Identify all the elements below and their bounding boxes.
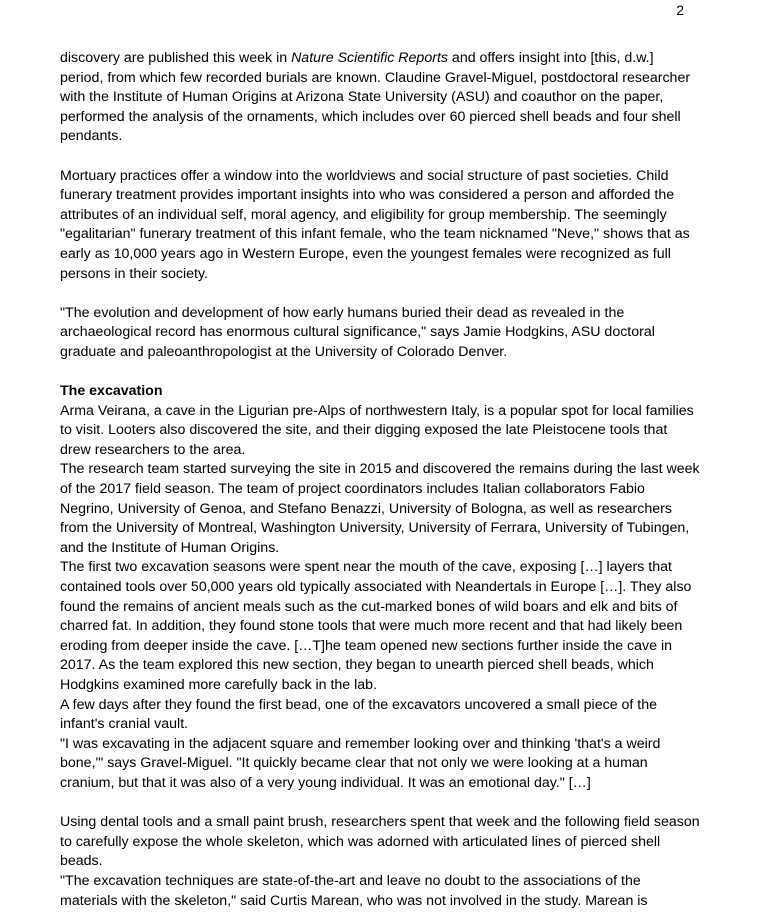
intro-text-after: and offers insight into [this, d.w.] period, from which few recorded burials are known. Claudine Gravel-Miguel, postdoctoral researcher with the Institute of Human Origins at Arizona State University (ASU) and coauthor on the paper, performed the analysis of the ornaments, which includes over 60 pierced shell beads and four shell pendants. (60, 50, 691, 145)
excavation-paragraph-1: Arma Veirana, a cave in the Ligurian pre-Alps of northwestern Italy, is a popular spot for local families to visit. Looters also discovered the site, and their digging exposed the late Pleistocene tools that drew researchers to the area. (60, 402, 694, 458)
document-body (60, 49, 700, 911)
excavation-paragraph-7: "The excavation techniques are state-of-the-art and leave no doubt to the associations of the materials with the skeleton," said Curtis Marean, who was not involved in the study. Marean is (60, 872, 648, 909)
excavation-paragraph-4: A few days after they found the first bead, one of the excavators uncovered a small piece of the infant's cranial vault. (60, 696, 658, 733)
intro-text-before: discovery are published this week in (60, 50, 292, 66)
mortuary-paragraph: Mortuary practices offer a window into the worldviews and social structure of past societies. Child funerary treatment provides important insights into who was considered a person and afforded the attributes of an individual self, moral agency, and eligibility for group membership. The seemingly "egalitarian" funerary treatment of this infant female, who the team nicknamed "Neve," shows that as early as 10,000 years ago in Western Europe, even the youngest females were recognized as full persons in their society. (60, 167, 690, 282)
excavation-paragraph-3: The first two excavation seasons were spent near the mouth of the cave, exposing […] layers that contained tools over 50,000 years old typically associated with Neandertals in Europe […]. They also found the remains of ancient meals such as the cut-marked bones of wild boars and elk and bits of charred fat. In addition, they found stone tools that were much more recent and that had likely been eroding from deeper inside the cave. […T]he team opened new sections further inside the cave in 2017. As the team explored this new section, they began to unearth pierced shell beads, which Hodgkins examined more carefully back in the lab. (60, 559, 692, 693)
page-number: 2 (676, 2, 684, 18)
excavation-paragraph-6: Using dental tools and a small paint brush, researchers spent that week and the following field season to carefully expose the whole skeleton, which was adorned with articulated lines of pierced shell beads. (60, 814, 700, 870)
section-heading-excavation: The excavation (60, 383, 163, 400)
excavation-paragraph-5: "I was excavating in the adjacent square and remember looking over and thinking 'that's a weird bone,'" says Gravel-Miguel. "It quickly became clear that not only we were looking at a human cranium, but that it was also of a very young individual. It was an emotional day." […] (60, 735, 661, 791)
excavation-paragraph-2: The research team started surveying the site in 2015 and discovered the remains during the last week of the 2017 field season. The team of project coordinators includes Italian collaborators Fabio Negrino, University of Genoa, and Stefano Benazzi, University of Bologna, as well as researchers from the University of Montreal, Washington University, University of Ferrara, University of Tubingen, and the Institute of Human Origins. (60, 461, 700, 556)
journal-title: Nature Scientific Reports (291, 50, 448, 66)
evolution-quote-paragraph: "The evolution and development of how early humans buried their dead as revealed in the archaeological record has enormous cultural significance," says Jamie Hodgkins, ASU doctoral graduate and paleoanthropologist at the University of Colorado Denver. (60, 304, 655, 360)
intro-paragraph (60, 49, 700, 147)
